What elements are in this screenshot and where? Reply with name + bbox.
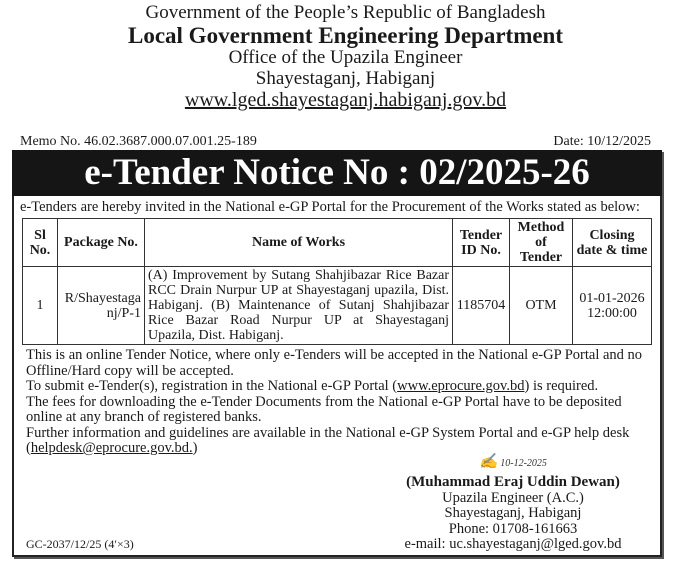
signature-date: 10-12-2025: [500, 458, 547, 469]
sl-cell: 1: [23, 267, 58, 345]
signatory-email: e-mail: uc.shayestaganj@lged.gov.bd: [404, 536, 622, 552]
gc-number: GC-2037/12/25 (4′×3): [26, 537, 134, 551]
package-cell: R/Shayestaganj/P-1: [58, 267, 145, 345]
paragraph-helpdesk: [26, 426, 651, 457]
table-row: [23, 267, 652, 345]
text: ) is required.: [524, 378, 599, 394]
paragraph-online: This is an online Tender Notice, where only e-Tenders will be accepted in the National e-GP Portal and no Offline/Hard copy will be accepted.: [26, 347, 643, 379]
works-cell: (A) Improvement by Sutang Shahjibazar Rice Bazar RCC Drain Nurpur UP at Shayestaganj upazila, Dist. Habiganj. (B) Maintenance of Sutanj Shahjibazar Rice Bazar Road Nurpur UP at Shayestaganj Upazila, Dist. Habiganj.: [145, 267, 453, 345]
website-link[interactable]: www.lged.shayestaganj.habiganj.gov.bd: [184, 89, 507, 111]
col-sl: Sl No.: [23, 219, 58, 267]
notice-paragraphs: [26, 348, 651, 457]
text: Further information and guidelines are available in the National e-GP System Portal and e-GP help desk (: [26, 424, 630, 456]
memo-number: Memo No. 46.02.3687.000.07.001.25-189: [20, 134, 257, 149]
eprocure-link[interactable]: www.eprocure.gov.bd: [397, 378, 525, 394]
table-header-row: [23, 219, 652, 267]
col-method: Method of Tender: [510, 219, 573, 267]
department-title: Local Government Engineering Department: [127, 23, 564, 48]
closing-cell: 01-01-2026 12:00:00: [573, 267, 652, 345]
text: ): [192, 440, 198, 456]
works-table: [22, 218, 652, 345]
col-tender-id: Tender ID No.: [453, 219, 510, 267]
gov-title: Government of the People’s Republic of Bangladesh: [145, 2, 546, 23]
paragraph-registration: [26, 379, 651, 395]
signatory-name: (Muhammad Eraj Uddin Dewan): [406, 474, 620, 490]
signature-mark: [378, 455, 648, 475]
paragraph-fees: The fees for downloading the e-Tender Documents from the National e-GP Portal have to be deposited online at any branch of registered banks.: [26, 393, 622, 425]
signature-block: [378, 455, 648, 553]
col-works: Name of Works: [145, 219, 453, 267]
signatory-phone: Phone: 01708-161663: [448, 520, 578, 537]
tender-id-cell: 1185704: [453, 267, 510, 345]
col-package: Package No.: [58, 219, 145, 267]
signatory-designation: Upazila Engineer (A.C.): [442, 489, 584, 506]
helpdesk-link[interactable]: helpdesk@eprocure.gov.bd.: [30, 440, 193, 456]
signature-scribble-icon: ✍: [479, 454, 498, 470]
notice-date: Date: 10/12/2025: [553, 134, 651, 149]
col-closing: Closing date & time: [573, 219, 652, 267]
office-location: Shayestaganj, Habiganj: [255, 68, 436, 89]
intro-text: e-Tenders are hereby invited in the National e-GP Portal for the Procurement of the Works stated as below:: [20, 199, 640, 215]
text: To submit e-Tender(s), registration in the National e-GP Portal (: [26, 378, 398, 394]
method-cell: OTM: [510, 267, 573, 345]
notice-title: e-Tender Notice No : 02/2025-26: [12, 150, 662, 196]
office-title: Office of the Upazila Engineer: [228, 47, 463, 68]
signatory-location: Shayestaganj, Habiganj: [444, 505, 582, 521]
